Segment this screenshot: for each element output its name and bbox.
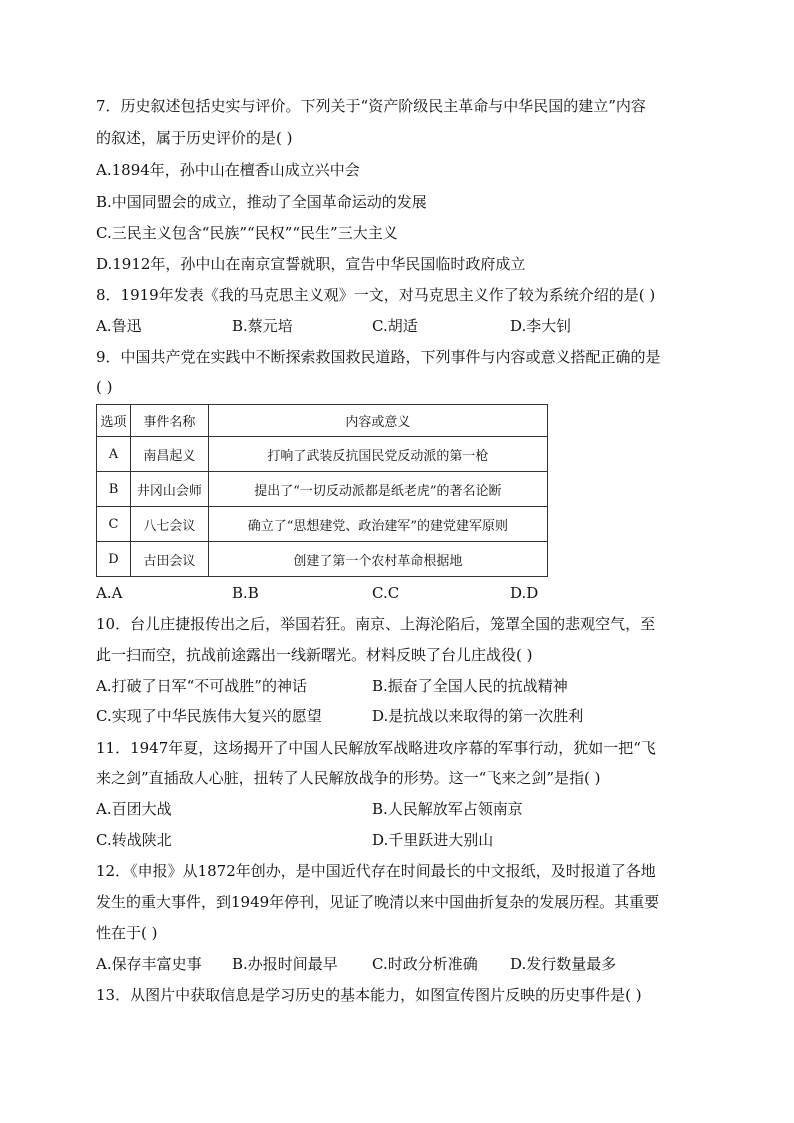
table-row [97, 472, 548, 507]
q10-option-d: D.是抗战以来取得的第一次胜利 [372, 707, 584, 725]
table-cell: 创建了第一个农村革命根据地 [208, 542, 547, 577]
q9-stem-line1: 9．中国共产党在实践中不断探索救国救民道路，下列事件与内容或意义搭配正确的是 [96, 348, 661, 366]
table-cell: 八七会议 [130, 507, 208, 542]
q9-table-header: 事件名称 [130, 405, 208, 437]
table-cell: B [97, 472, 131, 507]
q8-option-c: C.胡适 [372, 317, 418, 335]
q7-option-a: A.1894年，孙中山在檀香山成立兴中会 [96, 161, 360, 179]
q12-stem-line2: 发生的重大事件，到1949年停刊，见证了晚清以来中国曲折复杂的发展历程。其重要 [96, 893, 660, 911]
table-cell: 井冈山会师 [130, 472, 208, 507]
table-cell: 提出了“一切反动派都是纸老虎”的著名论断 [208, 472, 547, 507]
q9-option-d: D.D [510, 584, 539, 602]
q11-option-a: A.百团大战 [96, 800, 172, 818]
q11-stem-line2: 来之剑”直插敌人心脏，扭转了人民解放战争的形势。这一“飞来之剑”是指( ) [96, 769, 601, 787]
table-cell: C [97, 507, 131, 542]
table-cell: 古田会议 [130, 542, 208, 577]
q8-option-a: A.鲁迅 [96, 317, 142, 335]
table-row [97, 437, 548, 472]
q11-stem-line1: 11．1947年夏，这场揭开了中国人民解放军战略进攻序幕的军事行动，犹如一把“飞 [96, 739, 656, 757]
table-cell: D [97, 542, 131, 577]
q9-table [96, 404, 548, 577]
table-cell: 南昌起义 [130, 437, 208, 472]
table-cell: 确立了“思想建党、政治建军”的建党建军原则 [208, 507, 547, 542]
q7-option-c: C.三民主义包含“民族”“民权”“民生”三大主义 [96, 224, 398, 242]
q9-table-header-row [97, 405, 548, 437]
q12-option-d: D.发行数量最多 [510, 955, 617, 973]
q12-stem-line1: 12．《申报》从1872年创办，是中国近代存在时间最长的中文报纸，及时报道了各地 [96, 862, 656, 880]
q8-option-d: D.李大钊 [510, 317, 572, 335]
table-row [97, 542, 548, 577]
q10-stem-line1: 10．台儿庄捷报传出之后，举国若狂。南京、上海沦陷后，笼罩全国的悲观空气，至 [96, 615, 656, 633]
table-cell: 打响了武装反抗国民党反动派的第一枪 [208, 437, 547, 472]
q7-stem-line2: 的叙述，属于历史评价的是( ) [96, 129, 293, 147]
q8-option-b: B.蔡元培 [232, 317, 293, 335]
q10-option-b: B.振奋了全国人民的抗战精神 [372, 677, 568, 695]
q12-option-a: A.保存丰富史事 [96, 955, 202, 973]
q8-stem-line1: 8．1919年发表《我的马克思主义观》一文，对马克思主义作了较为系统介绍的是( ) [96, 286, 656, 304]
q10-stem-line2: 此一扫而空，抗战前途露出一线新曙光。材料反映了台儿庄战役( ) [96, 646, 533, 664]
q12-option-c: C.时政分析准确 [372, 955, 478, 973]
q11-option-d: D.千里跃进大别山 [372, 831, 494, 849]
q11-option-b: B.人民解放军占领南京 [372, 800, 523, 818]
q9-stem-line2: ( ) [96, 378, 113, 396]
q10-option-a: A.打破了日军“不可战胜”的神话 [96, 677, 307, 695]
q12-stem-line3: 性在于( ) [96, 924, 158, 942]
table-row [97, 507, 548, 542]
table-cell: A [97, 437, 131, 472]
q9-option-c: C.C [372, 584, 400, 602]
q12-option-b: B.办报时间最早 [232, 955, 338, 973]
q9-option-a: A.A [96, 584, 123, 602]
q9-table-header: 内容或意义 [208, 405, 547, 437]
q7-option-d: D.1912年，孙中山在南京宣誓就职，宣告中华民国临时政府成立 [96, 255, 526, 273]
q7-stem-line1: 7．历史叙述包括史实与评价。下列关于“资产阶级民主革命与中华民国的建立”内容 [96, 97, 646, 115]
q13-stem-line1: 13．从图片中获取信息是学习历史的基本能力，如图宣传图片反映的历史事件是( ) [96, 986, 642, 1004]
q11-option-c: C.转战陕北 [96, 831, 172, 849]
q10-option-c: C.实现了中华民族伟大复兴的愿望 [96, 707, 322, 725]
q7-option-b: B.中国同盟会的成立，推动了全国革命运动的发展 [96, 193, 427, 211]
q9-option-b: B.B [232, 584, 259, 602]
q9-table-header: 选项 [97, 405, 131, 437]
